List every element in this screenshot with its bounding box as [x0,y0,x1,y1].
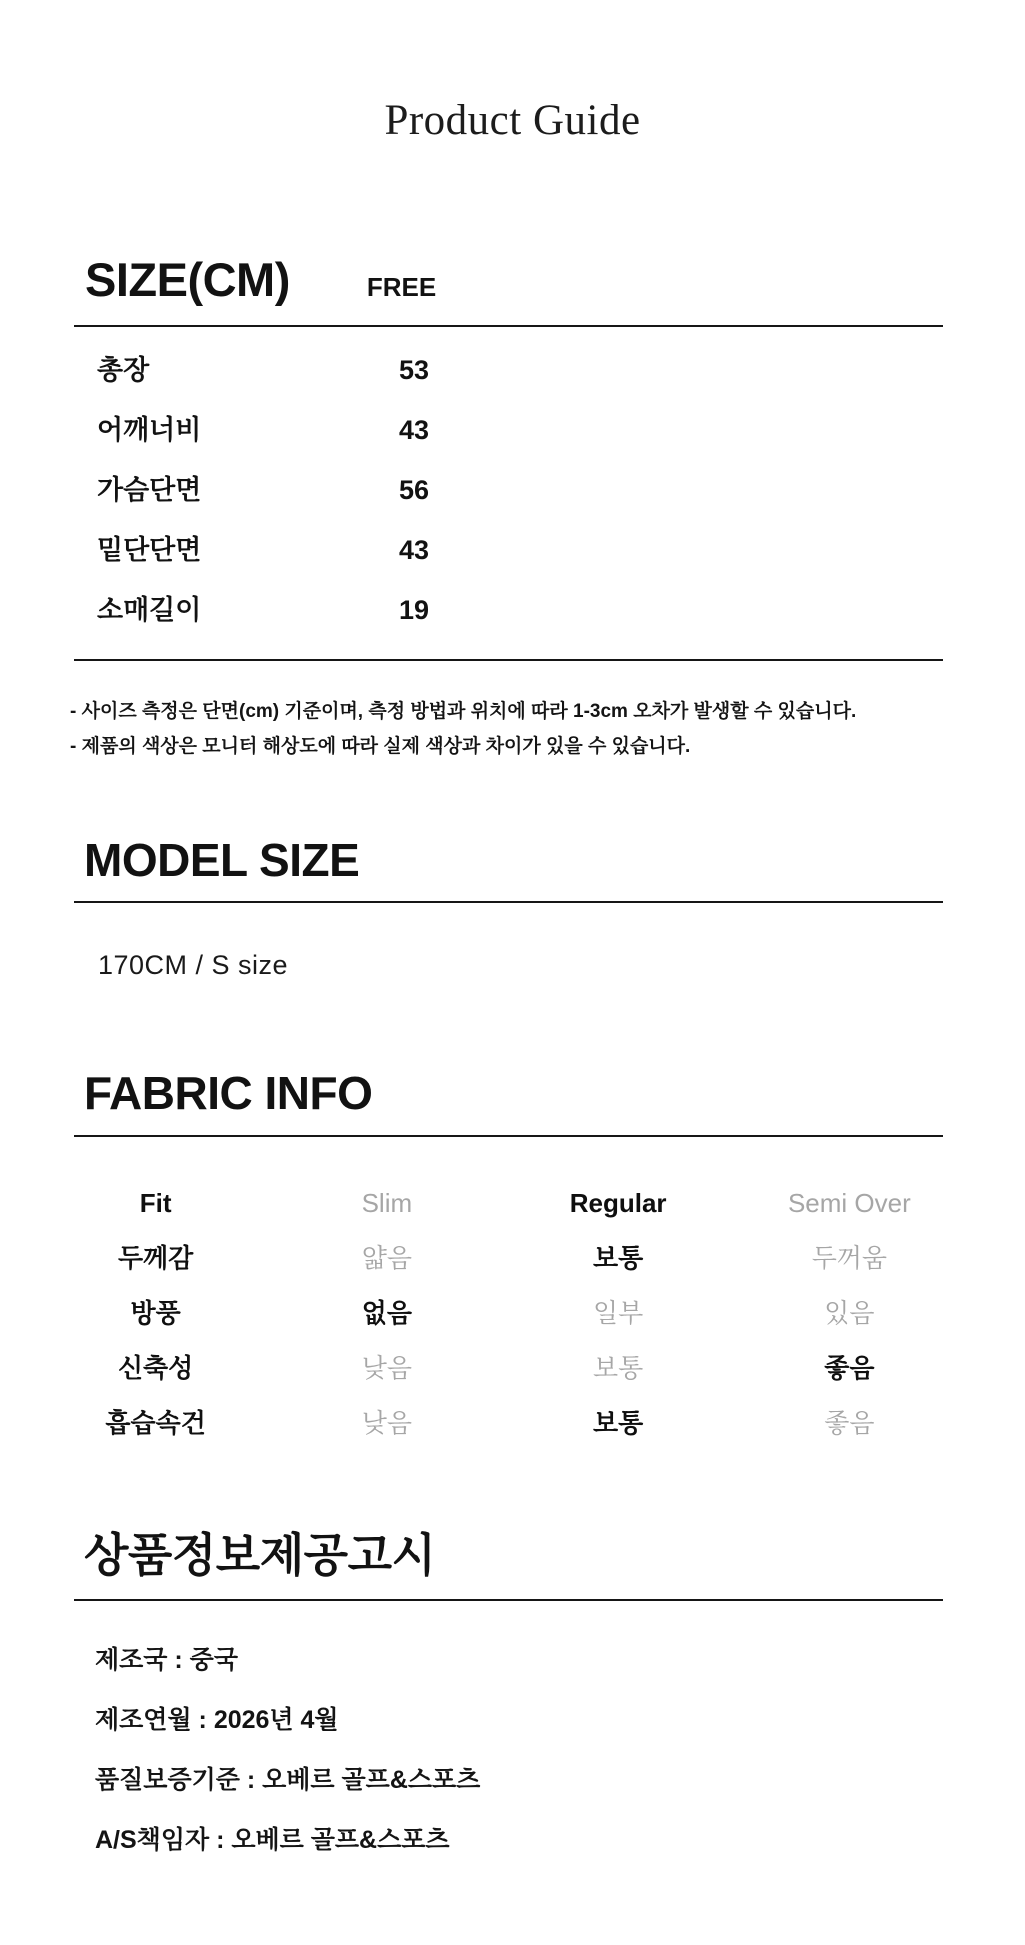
size-table [0,340,1025,640]
size-section-header [85,252,436,307]
fabric-cell: 일부 [593,1298,644,1328]
table-row [40,1176,965,1231]
fabric-cell: 낮음 [361,1408,412,1438]
model-size-heading: MODEL SIZE [84,834,360,886]
list-item: 품질보증기준 : 오베르 골프&스포츠 [95,1766,481,1794]
list-item: 제조국 : 중국 [95,1646,238,1674]
fabric-row-label: 흡습속건 [105,1408,206,1438]
fabric-cell: Slim [361,1188,413,1218]
size-row-label: 소매길이 [97,595,202,625]
fabric-cell: Semi Over [787,1188,911,1218]
size-note: - 사이즈 측정은 단면(cm) 기준이며, 측정 방법과 위치에 따라 1-3cm 오차가 발생할 수 있습니다. [70,701,857,722]
divider-size-bottom [74,659,943,661]
size-row-label: 어깨너비 [97,415,202,445]
fabric-cell: 보통 [593,1408,644,1438]
size-notes [70,694,856,764]
table-row [40,1286,965,1341]
table-row [40,1396,965,1451]
size-row-value: 53 [398,355,430,385]
size-row-value: 19 [398,595,430,625]
product-notice-list [95,1630,480,1870]
table-row [0,520,1025,580]
page-title: Product Guide [384,97,641,144]
list-item: 제조연월 : 2026년 4월 [95,1706,339,1734]
table-row [0,400,1025,460]
fabric-cell: 낮음 [361,1353,412,1383]
fabric-cell: Regular [569,1188,667,1218]
divider-notice [74,1599,943,1601]
fabric-cell: 얇음 [361,1243,412,1273]
fabric-row-label: 두께감 [117,1243,194,1273]
fabric-table [40,1176,965,1451]
size-row-label: 밑단단면 [97,535,202,565]
list-item: A/S책임자 : 오베르 골프&스포츠 [95,1826,450,1854]
divider-fabric [74,1135,943,1137]
divider-model [74,901,943,903]
fabric-cell: 없음 [361,1298,412,1328]
fabric-cell: 좋음 [824,1353,875,1383]
size-row-value: 43 [398,535,430,565]
size-row-value: 43 [398,415,430,445]
fabric-row-label: 방풍 [130,1298,181,1328]
size-row-value: 56 [398,475,430,505]
fabric-info-heading: FABRIC INFO [84,1067,373,1119]
fabric-cell: 좋음 [824,1408,875,1438]
model-size-value: 170CM / S size [98,950,289,980]
divider-size-top [74,325,943,327]
fabric-row-label: 신축성 [117,1353,194,1383]
table-row [0,580,1025,640]
fabric-row-label: Fit [139,1188,172,1218]
fabric-cell: 두꺼움 [811,1243,888,1273]
size-column-header-free: FREE [366,272,437,302]
table-row [40,1341,965,1396]
fabric-cell: 있음 [824,1298,875,1328]
table-row [0,460,1025,520]
size-note: - 제품의 색상은 모니터 해상도에 따라 실제 색상과 차이가 있을 수 있습니다. [70,736,691,757]
table-row [0,340,1025,400]
product-notice-heading: 상품정보제공고시 [84,1529,436,1581]
fabric-cell: 보통 [593,1243,644,1273]
size-heading: SIZE(CM) [85,253,290,306]
fabric-cell: 보통 [593,1353,644,1383]
size-row-label: 가슴단면 [97,475,202,505]
size-row-label: 총장 [97,355,150,385]
table-row [40,1231,965,1286]
